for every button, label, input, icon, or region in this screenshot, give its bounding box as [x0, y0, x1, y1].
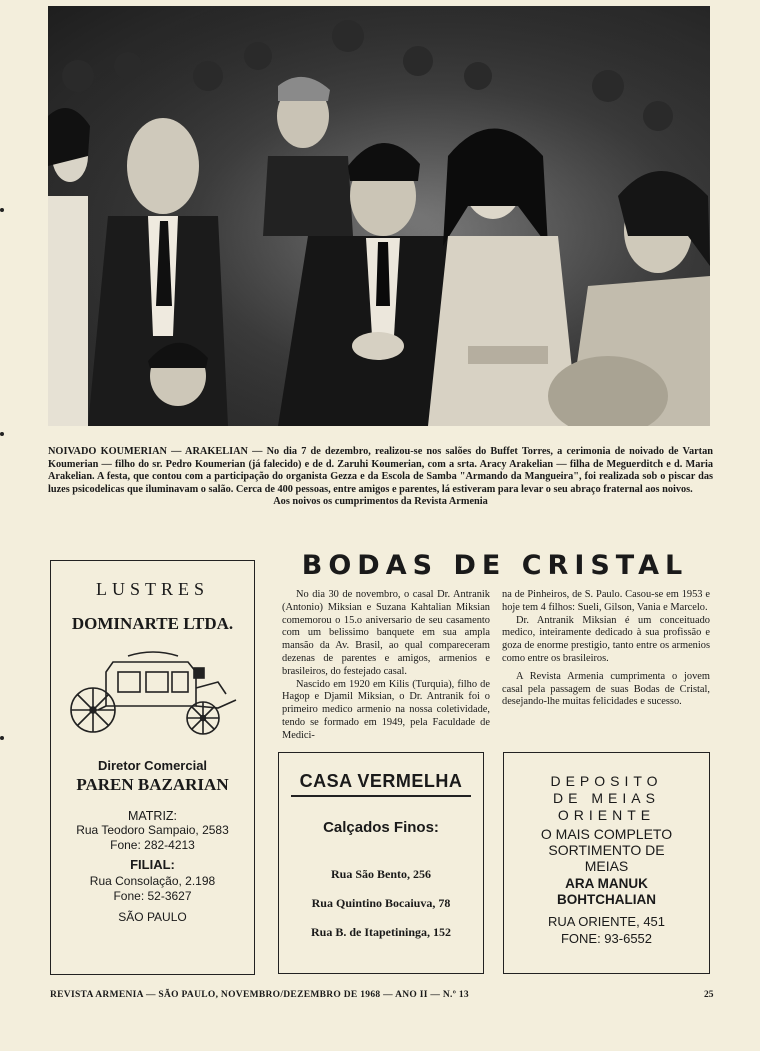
- binding-hole: [0, 208, 4, 212]
- ad-phone: FONE: 93-6552: [560, 931, 653, 946]
- ad-address: Rua Quintino Bocaiuva, 78: [311, 896, 451, 910]
- ad-heading: DEPOSITO: [550, 773, 663, 789]
- ad-slogan: O MAIS COMPLETO: [540, 826, 673, 842]
- ad-address: Rua B. de Itapetininga, 152: [310, 925, 452, 939]
- article-paragraph: A Revista Armenia cumprimenta o jovem casal pela passagem de suas Bodas de Cristal, desejando-lhe muitas felicidades e sucesso.: [502, 670, 710, 708]
- ad-heading: ORIENTE: [557, 807, 656, 823]
- ad-director-name: PAREN BAZARIAN: [76, 775, 229, 794]
- engagement-photo: [48, 6, 710, 426]
- ad-company: DOMINARTE LTDA.: [71, 614, 234, 633]
- ad-city: SÃO PAULO: [118, 910, 187, 924]
- photo-caption: [48, 446, 713, 509]
- article-title: BODAS DE CRISTAL: [301, 550, 689, 581]
- binding-hole: [0, 432, 4, 436]
- ad-heading: LUSTRES: [95, 579, 209, 599]
- article-paragraph: Dr. Antranik Miksian é um conceituado medico, inteiramente dedicado à sua profissão e goza de enorme prestigio, tanto entre os armenios como entre os brasileiros.: [502, 614, 710, 664]
- article-column-2: [502, 589, 710, 709]
- ad-matriz-phone: Fone: 282-4213: [110, 838, 195, 852]
- page-number: 25: [704, 990, 714, 1000]
- ad-store-name: CASA VERMELHA: [299, 771, 463, 791]
- ad-deposito-meias-oriente: [503, 752, 710, 974]
- ad-owner: BOHTCHALIAN: [557, 892, 656, 907]
- ad-filial-label: FILIAL:: [130, 857, 175, 872]
- article-paragraph: na de Pinheiros, de S. Paulo. Casou-se em 1953 e hoje tem 4 filhos: Sueli, Gilson, Vania e Marcelo.: [502, 589, 710, 613]
- ad-slogan: MEIAS: [584, 858, 629, 874]
- ad-owner: ARA MANUK: [565, 876, 648, 891]
- ad-matriz-label: MATRIZ:: [127, 809, 178, 823]
- ad-heading: DE MEIAS: [553, 790, 660, 806]
- binding-hole: [0, 736, 4, 740]
- ad-lustres-dominarte: [50, 560, 255, 975]
- article-paragraph: No dia 30 de novembro, o casal Dr. Antranik (Antonio) Miksian e Suzana Kahtalian Miksian comemorou o 15.o aniversario de seu casamento com um belissimo banquete em sua ampla mansão da Av. Brasil, ao qual compareceram dezenas de parentes e amigos, armenios e brasileiros, do festejado casal.: [282, 589, 490, 677]
- ad-tagline: Calçados Finos:: [323, 819, 439, 836]
- ad-address: RUA ORIENTE, 451: [547, 914, 666, 929]
- caption-text: NOIVADO KOUMERIAN — ARAKELIAN — No dia 7 de dezembro, realizou-se nos salões do Buffet Torres, a cerimonia de noivado de Vartan Koumerian — filho do sr. Pedro Koumerian (já falecido) e de d. Zaruhi Koumerian, com a srta. Aracy Arakelian — filha de Meguerditch e d. Maria Arakelian. A festa, que contou com a participação do organista Gezza e da Escola de Samba "Armando da Mangueira", foi realizada sob o piscar das luzes psicodelicas que iluminavam o salão. Cerca de 400 pessoas, entre amigos e parentes, lá estiveram para levar o seu abraço fraternal aos noivos.: [48, 446, 713, 495]
- article-column-1: [282, 589, 490, 743]
- article-paragraph: Nascido em 1920 em Kilis (Turquia), filho de Hagop e Djamil Miksian, o Dr. Antranik foi o primeiro medico armenio na nossa coletividade, tendo se formado em 1949, pela Faculdade de Medici-: [282, 678, 490, 741]
- ad-filial-address: Rua Consolação, 2.198: [89, 874, 216, 888]
- caption-sign: Aos noivos os cumprimentos da Revista Armenia: [273, 496, 488, 508]
- page-footer: REVISTA ARMENIA — SÃO PAULO, NOVEMBRO/DEZEMBRO DE 1968 — ANO II — N.º 13: [50, 990, 469, 1000]
- ad-slogan: SORTIMENTO DE: [548, 842, 665, 858]
- ad-director-label: Diretor Comercial: [97, 758, 208, 773]
- wedding-engagement-photo-icon: [48, 6, 710, 426]
- ad-matriz-address: Rua Teodoro Sampaio, 2583: [76, 823, 229, 837]
- ad-casa-vermelha: [278, 752, 484, 974]
- divider: [291, 795, 471, 797]
- carriage-icon: [68, 648, 238, 738]
- ad-filial-phone: Fone: 52-3627: [113, 889, 192, 903]
- ad-address: Rua São Bento, 256: [330, 867, 431, 881]
